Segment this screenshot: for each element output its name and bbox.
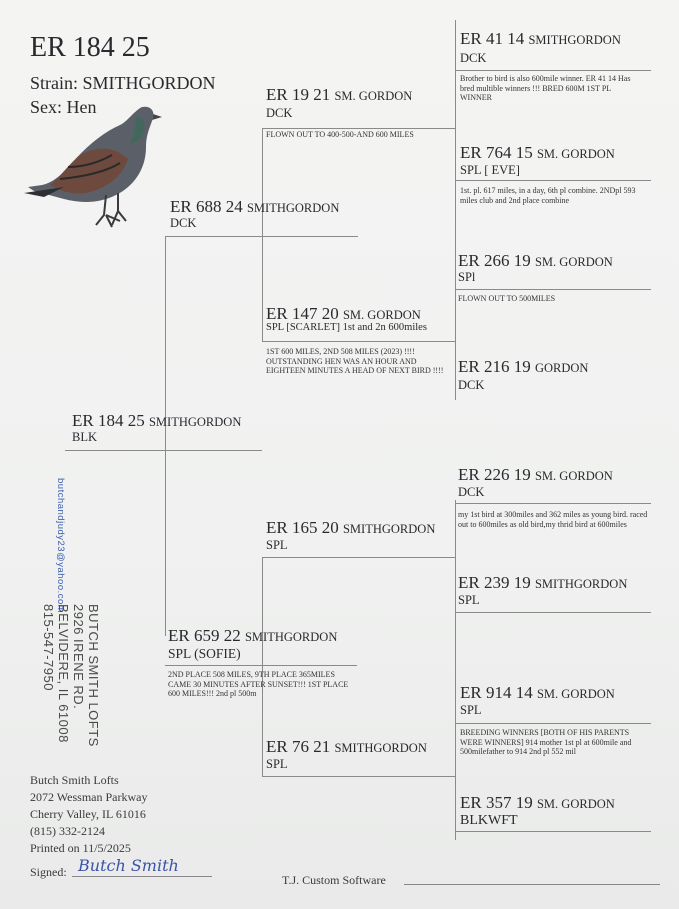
- dsd-id: ER 239 19: [458, 573, 531, 592]
- dss-note: my 1st bird at 300miles and 362 miles as young bird. raced out to 600miles as old bird,my thrid bird at 600miles: [458, 510, 648, 529]
- signature: Butch Smith: [78, 856, 179, 875]
- bracket-line: [165, 665, 357, 666]
- footer-city: Cherry Valley, IL 61016: [30, 807, 146, 821]
- ddd-strain: SM. GORDON: [536, 797, 615, 811]
- dss-strain: SM. GORDON: [534, 469, 613, 483]
- bracket-line: [455, 289, 651, 290]
- ssd-strain: SM. GORDON: [536, 147, 615, 161]
- software-credit: T.J. Custom Software: [282, 873, 386, 887]
- dss-color: DCK: [458, 485, 485, 499]
- dds-strain: SM. GORDON: [536, 687, 615, 701]
- signed-label: Signed:: [30, 865, 67, 879]
- ssd-entry: [460, 144, 615, 163]
- sd-color: SPL [SCARLET] 1st and 2n 600miles: [266, 322, 427, 333]
- dd-entry: [266, 738, 427, 757]
- sire-entry: [170, 198, 339, 217]
- page-title: ER 184 25: [30, 32, 150, 63]
- ss-entry: [266, 86, 412, 105]
- ddd-entry: [460, 794, 615, 813]
- sd-id: ER 147 20: [266, 304, 339, 323]
- dsd-strain: SMITHGORDON: [534, 577, 628, 591]
- sdd-entry: [458, 358, 588, 377]
- stamp-line3: BELVIDERE, IL 61008: [56, 604, 71, 743]
- dd-id: ER 76 21: [266, 737, 331, 756]
- sds-entry: [458, 252, 613, 271]
- footer-address: [30, 772, 147, 857]
- bracket-line: [455, 180, 651, 181]
- ssd-note: 1st. pl. 617 miles, in a day, 6th pl combine. 2NDpl 593 miles club and 2nd place combine: [460, 186, 636, 205]
- bracket-line: [455, 612, 651, 613]
- bracket-line: [262, 341, 456, 342]
- dss-id: ER 226 19: [458, 465, 531, 484]
- sds-note: FLOWN OUT TO 500MILES: [458, 294, 556, 303]
- sdd-id: ER 216 19: [458, 357, 531, 376]
- sds-color: SPl: [458, 270, 476, 284]
- sdd-strain: GORDON: [534, 361, 589, 375]
- sss-color: DCK: [460, 51, 487, 65]
- ss-color: DCK: [266, 106, 293, 120]
- ss-id: ER 19 21: [266, 85, 331, 104]
- stamp-line1: BUTCH SMITH LOFTS: [86, 604, 101, 747]
- sds-strain: SM. GORDON: [534, 255, 613, 269]
- ds-entry: [266, 519, 435, 538]
- sire-strain: SMITHGORDON: [246, 201, 340, 215]
- dd-color: SPL: [266, 757, 288, 771]
- stamp-line2: 2926 IRENE RD.: [71, 604, 86, 710]
- subject-entry: [72, 412, 241, 431]
- bracket-line: [262, 776, 456, 777]
- bracket-line: [165, 236, 166, 636]
- dam-entry: [168, 627, 337, 646]
- dds-note: BREEDING WINNERS [BOTH OF HIS PARENTS WERE WINNERS] 914 mother 1st pl at 600mile and 500milefather to 914 2nd pl 552 mil: [460, 728, 632, 756]
- ss-strain: SM. GORDON: [334, 89, 413, 103]
- ssd-color: SPL [ EVE]: [460, 163, 520, 177]
- footer-rule: [404, 884, 660, 885]
- ss-note: FLOWN OUT TO 400-500-AND 600 MILES: [266, 130, 414, 139]
- footer-phone: (815) 332-2124: [30, 824, 105, 838]
- ddd-id: ER 357 19: [460, 793, 533, 812]
- dss-entry: [458, 466, 613, 485]
- bracket-line: [455, 831, 651, 832]
- bracket-line: [262, 557, 263, 777]
- dds-entry: [460, 684, 615, 703]
- sd-strain: SM. GORDON: [342, 308, 421, 322]
- ssd-id: ER 764 15: [460, 143, 533, 162]
- subject-strain: SMITHGORDON: [148, 415, 242, 429]
- sds-id: ER 266 19: [458, 251, 531, 270]
- dsd-color: SPL: [458, 593, 480, 607]
- sdd-color: DCK: [458, 378, 485, 392]
- strain-label: Strain: SMITHGORDON: [30, 73, 216, 93]
- dsd-entry: [458, 574, 627, 593]
- bracket-line: [455, 723, 651, 724]
- dam-note: 2ND PLACE 508 MILES, 9TH PLACE 365MILES CAME 30 MINUTES AFTER SUNSET!!! 1ST PLACE 600 MILES!!! 2nd pl 500m: [168, 670, 349, 698]
- bracket-line: [65, 450, 262, 451]
- dam-id: ER 659 22: [168, 626, 241, 645]
- subject-id: ER 184 25: [72, 411, 145, 430]
- footer-printed: Printed on 11/5/2025: [30, 841, 131, 855]
- signature-line: [72, 876, 212, 877]
- sss-entry: [460, 30, 621, 49]
- bracket-line: [455, 20, 456, 400]
- dds-id: ER 914 14: [460, 683, 533, 702]
- ds-id: ER 165 20: [266, 518, 339, 537]
- bracket-line: [262, 128, 263, 341]
- sss-id: ER 41 14: [460, 29, 525, 48]
- dam-strain: SMITHGORDON: [244, 630, 338, 644]
- bracket-line: [262, 128, 456, 129]
- ds-strain: SMITHGORDON: [342, 522, 436, 536]
- ddd-color: BLKWFT: [460, 813, 518, 828]
- dam-color: SPL (SOFIE): [168, 646, 241, 661]
- dds-color: SPL: [460, 703, 482, 717]
- footer-name: Butch Smith Lofts: [30, 773, 119, 787]
- pigeon-photo: [20, 95, 165, 240]
- sire-id: ER 688 24: [170, 197, 243, 216]
- subject-color: BLK: [72, 430, 97, 444]
- stamp-email: butchandjudy23@yahoo.com: [55, 478, 66, 614]
- stamp-line4: 815-547-7950: [41, 604, 56, 691]
- dd-strain: SMITHGORDON: [334, 741, 427, 755]
- sss-strain: SMITHGORDON: [528, 33, 621, 47]
- bracket-line: [455, 70, 651, 71]
- sss-note: Brother to bird is also 600mile winner. ER 41 14 Has bred multible winners !!! BRED 600M 1ST PL WINNER: [460, 74, 631, 102]
- sex-label: Sex: Hen: [30, 97, 97, 117]
- bracket-line: [455, 500, 456, 840]
- bracket-line: [455, 503, 651, 504]
- sire-color: DCK: [170, 216, 197, 230]
- sd-note: 1ST 600 MILES, 2ND 508 MILES (2023) !!!! OUTSTANDING HEN WAS AN HOUR AND EIGHTEEN MINUTES A HEAD OF NEXT BIRD !!!!: [266, 347, 444, 375]
- ds-color: SPL: [266, 538, 288, 552]
- bracket-line: [262, 557, 455, 558]
- footer-street: 2072 Wessman Parkway: [30, 790, 148, 804]
